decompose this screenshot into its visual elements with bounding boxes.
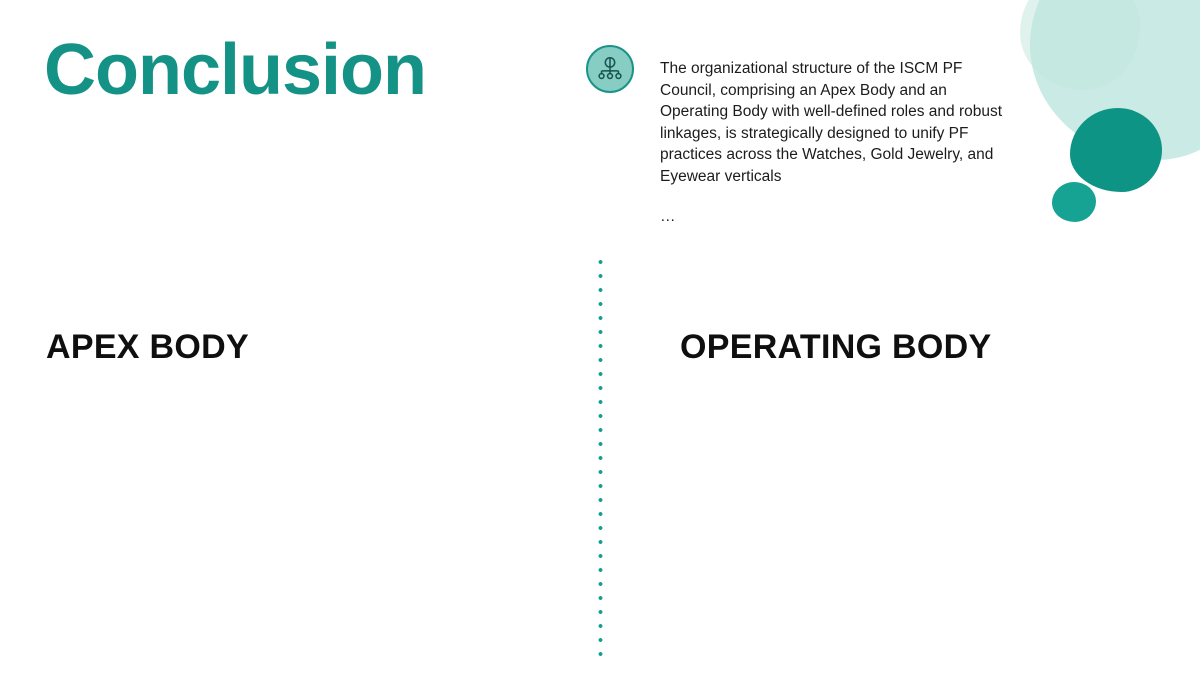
org-structure-icon: [586, 45, 634, 93]
column-heading-operating-body: OPERATING BODY: [680, 328, 992, 366]
decorative-blob-teal-small: [1052, 182, 1096, 222]
column-heading-apex-body: APEX BODY: [46, 328, 249, 366]
dotted-divider: [598, 255, 603, 665]
slide-title: Conclusion: [44, 30, 426, 110]
header-note-ellipsis: …: [660, 208, 676, 225]
decorative-blob-teal-large: [1070, 108, 1162, 192]
header-note-text: The organizational structure of the ISCM PF Council, comprising an Apex Body and an Operating Body with well-defined roles and robust linkages, is strategically designed to unify PF practices across the Watches, Gold Jewelry, and Eyewear verticals: [660, 60, 1003, 185]
